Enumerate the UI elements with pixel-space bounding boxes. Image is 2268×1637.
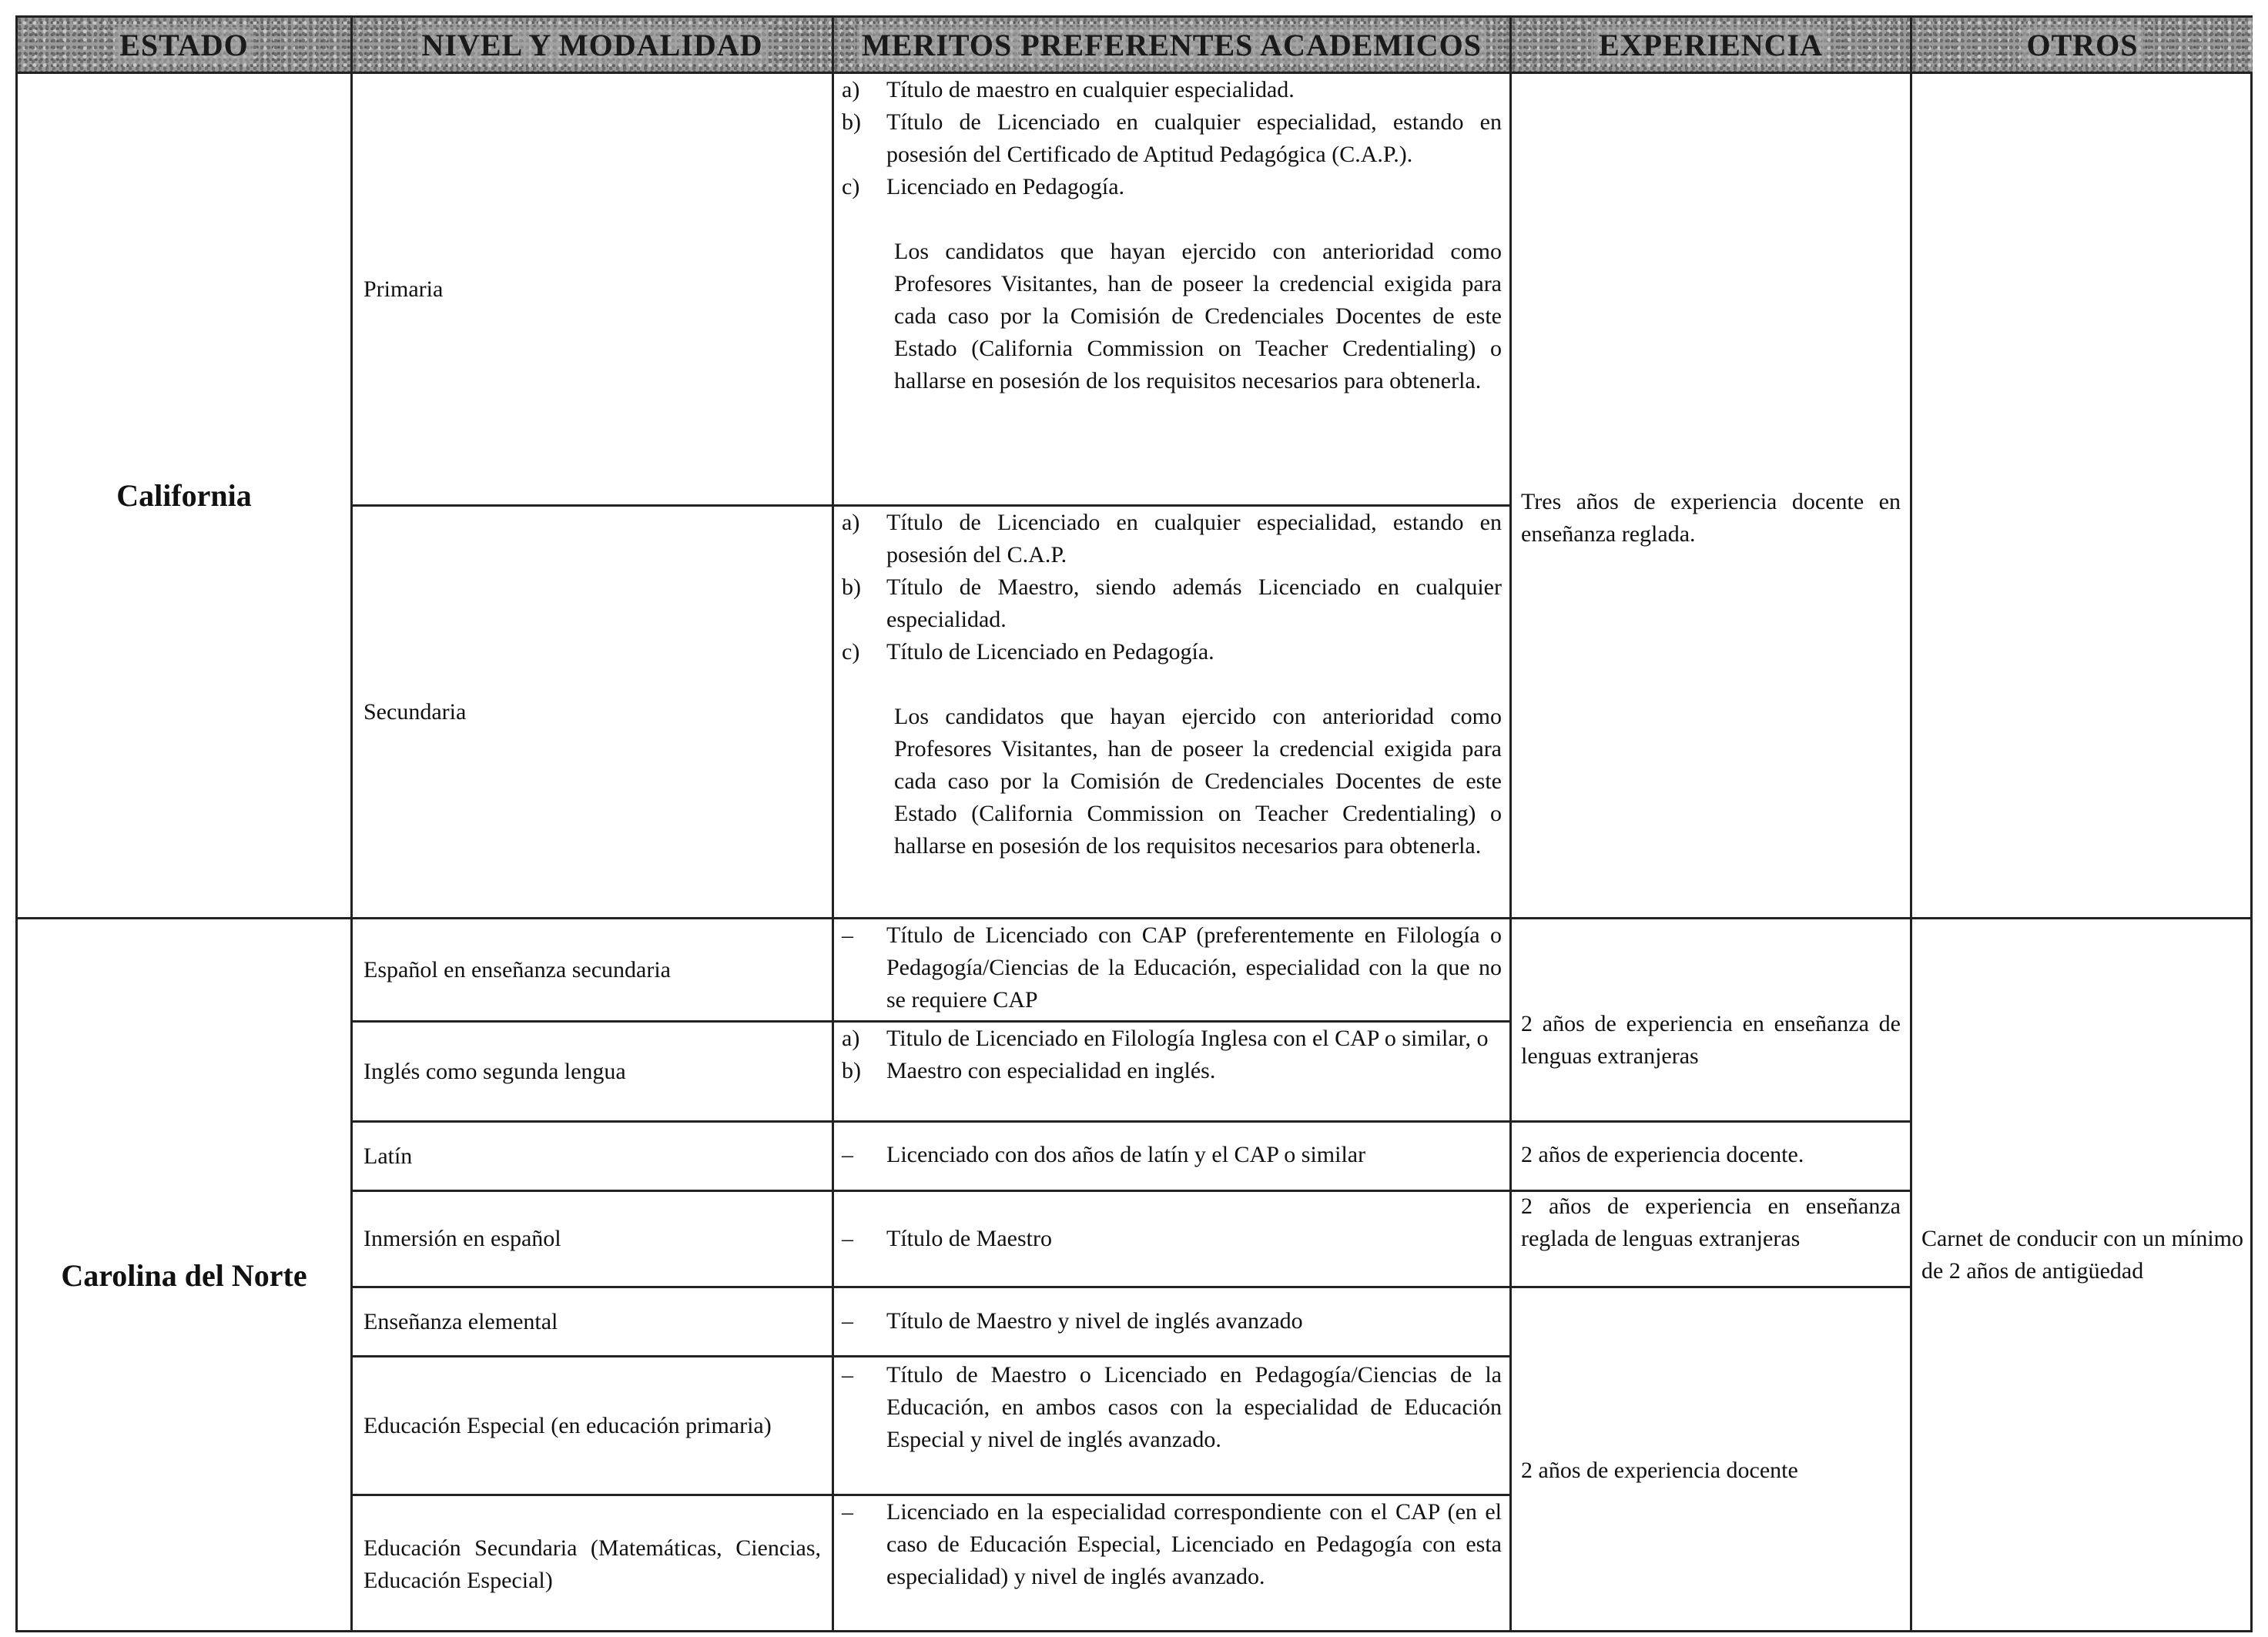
otros-text: Carnet de conducir con un mínimo de 2 años de antigüedad (1921, 1226, 2243, 1284)
list-item (834, 1223, 1509, 1255)
list-item (834, 106, 1509, 171)
header-otros-label: OTROS (2022, 27, 2142, 63)
experience-california-text: Tres años de experiencia docente en enseñanza reglada. (1521, 489, 1901, 547)
level-educacion-especial (353, 1357, 832, 1494)
item-text: Maestro con especialidad en inglés. (886, 1058, 1216, 1083)
item-text: Título de Maestro y nivel de inglés avanzado (886, 1308, 1303, 1334)
item-marker: c) (842, 639, 860, 665)
experience-lenguas-extranjeras (1512, 1008, 1910, 1073)
item-text: Título de Maestro (886, 1226, 1052, 1251)
item-text: Licenciado en Pedagogía. (886, 174, 1125, 199)
item-marker: c) (842, 174, 860, 199)
col-divider-3 (1509, 18, 1512, 1632)
header-estado-label: ESTADO (115, 27, 253, 63)
header-estado (18, 18, 350, 72)
merits-espanol-secundaria (834, 919, 1509, 1020)
level-primaria-label: Primaria (363, 276, 444, 302)
state-california-label: California (116, 477, 252, 513)
level-ensenanza-elemental (353, 1288, 832, 1355)
level-label: Educación Especial (en educación primaria) (363, 1412, 772, 1438)
list-item (834, 919, 1509, 1016)
level-espanol-secundaria (353, 919, 832, 1020)
list-item (834, 171, 1509, 203)
merits-ensenanza-elemental (834, 1305, 1509, 1337)
list-item (834, 1139, 1509, 1171)
merits-inmersion-espanol (834, 1223, 1509, 1255)
experience-docente (1512, 1455, 1910, 1487)
state-carolina-del-norte-label: Carolina del Norte (61, 1258, 307, 1293)
level-label: Educación Secundaria (Matemáticas, Ciencias, Educación Especial) (363, 1535, 821, 1593)
level-label: Latín (363, 1143, 413, 1169)
experience-text: 2 años de experiencia en enseñanza reglada de lenguas extranjeras (1521, 1193, 1901, 1251)
merits-list (834, 1359, 1509, 1456)
item-text: Título de Licenciado en Pedagogía. (886, 639, 1214, 665)
item-text: Título de Licenciado con CAP (preferentemente en Filología o Pedagogía/Ciencias de la Educación, especialidad con la que no se requiere CAP (886, 922, 1502, 1013)
level-ingles-segunda-lengua (353, 1023, 832, 1120)
merits-primaria (834, 74, 1509, 504)
item-marker: – (842, 1499, 853, 1525)
merits-primaria-list (834, 74, 1509, 203)
level-secundaria-label: Secundaria (363, 698, 467, 725)
item-marker: – (842, 1362, 853, 1388)
item-marker: – (842, 1142, 853, 1167)
otros-carolina-del-norte (1912, 1223, 2253, 1287)
state-california (18, 74, 350, 917)
merits-secundaria (834, 507, 1509, 917)
merits-primaria-note: Los candidatos que hayan ejercido con anterioridad como Profesores Visitantes, han de poseer la credencial exigida para cada caso por la Comisión de Credenciales Docentes de este Estado (California Commission on Teacher Credentialing) o hallarse en posesión de los requisitos necesarios para obtenerla. (894, 239, 1502, 393)
list-item (834, 1305, 1509, 1337)
header-otros (1912, 18, 2253, 72)
merits-secundaria-note: Los candidatos que hayan ejercido con anterioridad como Profesores Visitantes, han de poseer la credencial exigida para cada caso por la Comisión de Credenciales Docentes de este Estado (California Commission on Teacher Credentialing) o hallarse en posesión de los requisitos necesarios para obtenerla. (894, 704, 1502, 859)
otros-california (1912, 74, 2253, 917)
level-label: Inglés como segunda lengua (363, 1058, 626, 1084)
item-marker: a) (842, 77, 860, 102)
item-marker: – (842, 1308, 853, 1334)
item-marker: b) (842, 109, 861, 135)
experience-text: 2 años de experiencia docente (1521, 1458, 1798, 1483)
state-carolina-del-norte (18, 919, 350, 1632)
requirements-table (15, 15, 2253, 1632)
experience-latin (1512, 1139, 1910, 1171)
list-item (834, 571, 1509, 636)
item-marker: – (842, 1226, 853, 1251)
level-label: Inmersión en español (363, 1226, 561, 1251)
experience-california (1512, 486, 1910, 551)
item-text: Licenciado en la especialidad correspondiente con el CAP (en el caso de Educación Especial, Licenciado en Pedagogía con esta especialidad) y nivel de inglés avanzado. (886, 1499, 1502, 1589)
item-text: Titulo de Licenciado en Filología Inglesa con el CAP o similar, o (886, 1026, 1489, 1051)
header-meritos-label: MERITOS PREFERENTES ACADEMICOS (857, 27, 1486, 63)
list-item (834, 1023, 1509, 1055)
item-text: Título de Licenciado en cualquier especialidad, estando en posesión del C.A.P. (886, 510, 1502, 567)
merits-educacion-secundaria (834, 1496, 1509, 1632)
level-secundaria (353, 507, 832, 917)
header-experiencia-label: EXPERIENCIA (1594, 27, 1827, 63)
merits-list (834, 1496, 1509, 1593)
merits-latin (834, 1139, 1509, 1171)
level-inmersion-espanol (353, 1192, 832, 1286)
list-item (834, 1055, 1509, 1087)
item-text: Licenciado con dos años de latín y el CAP o similar (886, 1142, 1366, 1167)
level-educacion-secundaria (353, 1496, 832, 1632)
merits-secundaria-list (834, 507, 1509, 668)
merits-educacion-especial (834, 1359, 1509, 1494)
item-marker: a) (842, 510, 860, 535)
level-latin (353, 1123, 832, 1190)
item-text: Título de Licenciado en cualquier especialidad, estando en posesión del Certificado de Aptitud Pedagógica (C.A.P.). (886, 109, 1502, 167)
item-marker: – (842, 922, 853, 948)
item-text: Título de maestro en cualquier especialidad. (886, 77, 1295, 102)
merits-ingles-segunda-lengua (834, 1023, 1509, 1120)
level-label: Enseñanza elemental (363, 1308, 558, 1334)
level-primaria (353, 74, 832, 504)
header-nivel-label: NIVEL Y MODALIDAD (417, 27, 768, 63)
item-text: Título de Maestro, siendo además Licenciado en cualquier especialidad. (886, 574, 1502, 632)
list-item (834, 636, 1509, 668)
experience-text: 2 años de experiencia en enseñanza de lenguas extranjeras (1521, 1011, 1901, 1069)
experience-text: 2 años de experiencia docente. (1521, 1142, 1804, 1167)
merits-list (834, 1223, 1509, 1255)
header-nivel (353, 18, 832, 72)
item-marker: a) (842, 1026, 860, 1051)
list-item (834, 1359, 1509, 1456)
list-item (834, 74, 1509, 106)
item-text: Título de Maestro o Licenciado en Pedagogía/Ciencias de la Educación, en ambos casos con la especialidad de Educación Especial y nivel de inglés avanzado. (886, 1362, 1502, 1452)
merits-list (834, 919, 1509, 1016)
item-marker: b) (842, 1058, 861, 1083)
merits-list (834, 1023, 1509, 1087)
list-item (834, 1496, 1509, 1593)
merits-list (834, 1139, 1509, 1171)
experience-inmersion (1512, 1190, 1910, 1255)
merits-list (834, 1305, 1509, 1337)
header-meritos (834, 18, 1509, 72)
level-label: Español en enseñanza secundaria (363, 956, 671, 983)
list-item (834, 507, 1509, 571)
header-experiencia (1512, 18, 1910, 72)
item-marker: b) (842, 574, 861, 600)
